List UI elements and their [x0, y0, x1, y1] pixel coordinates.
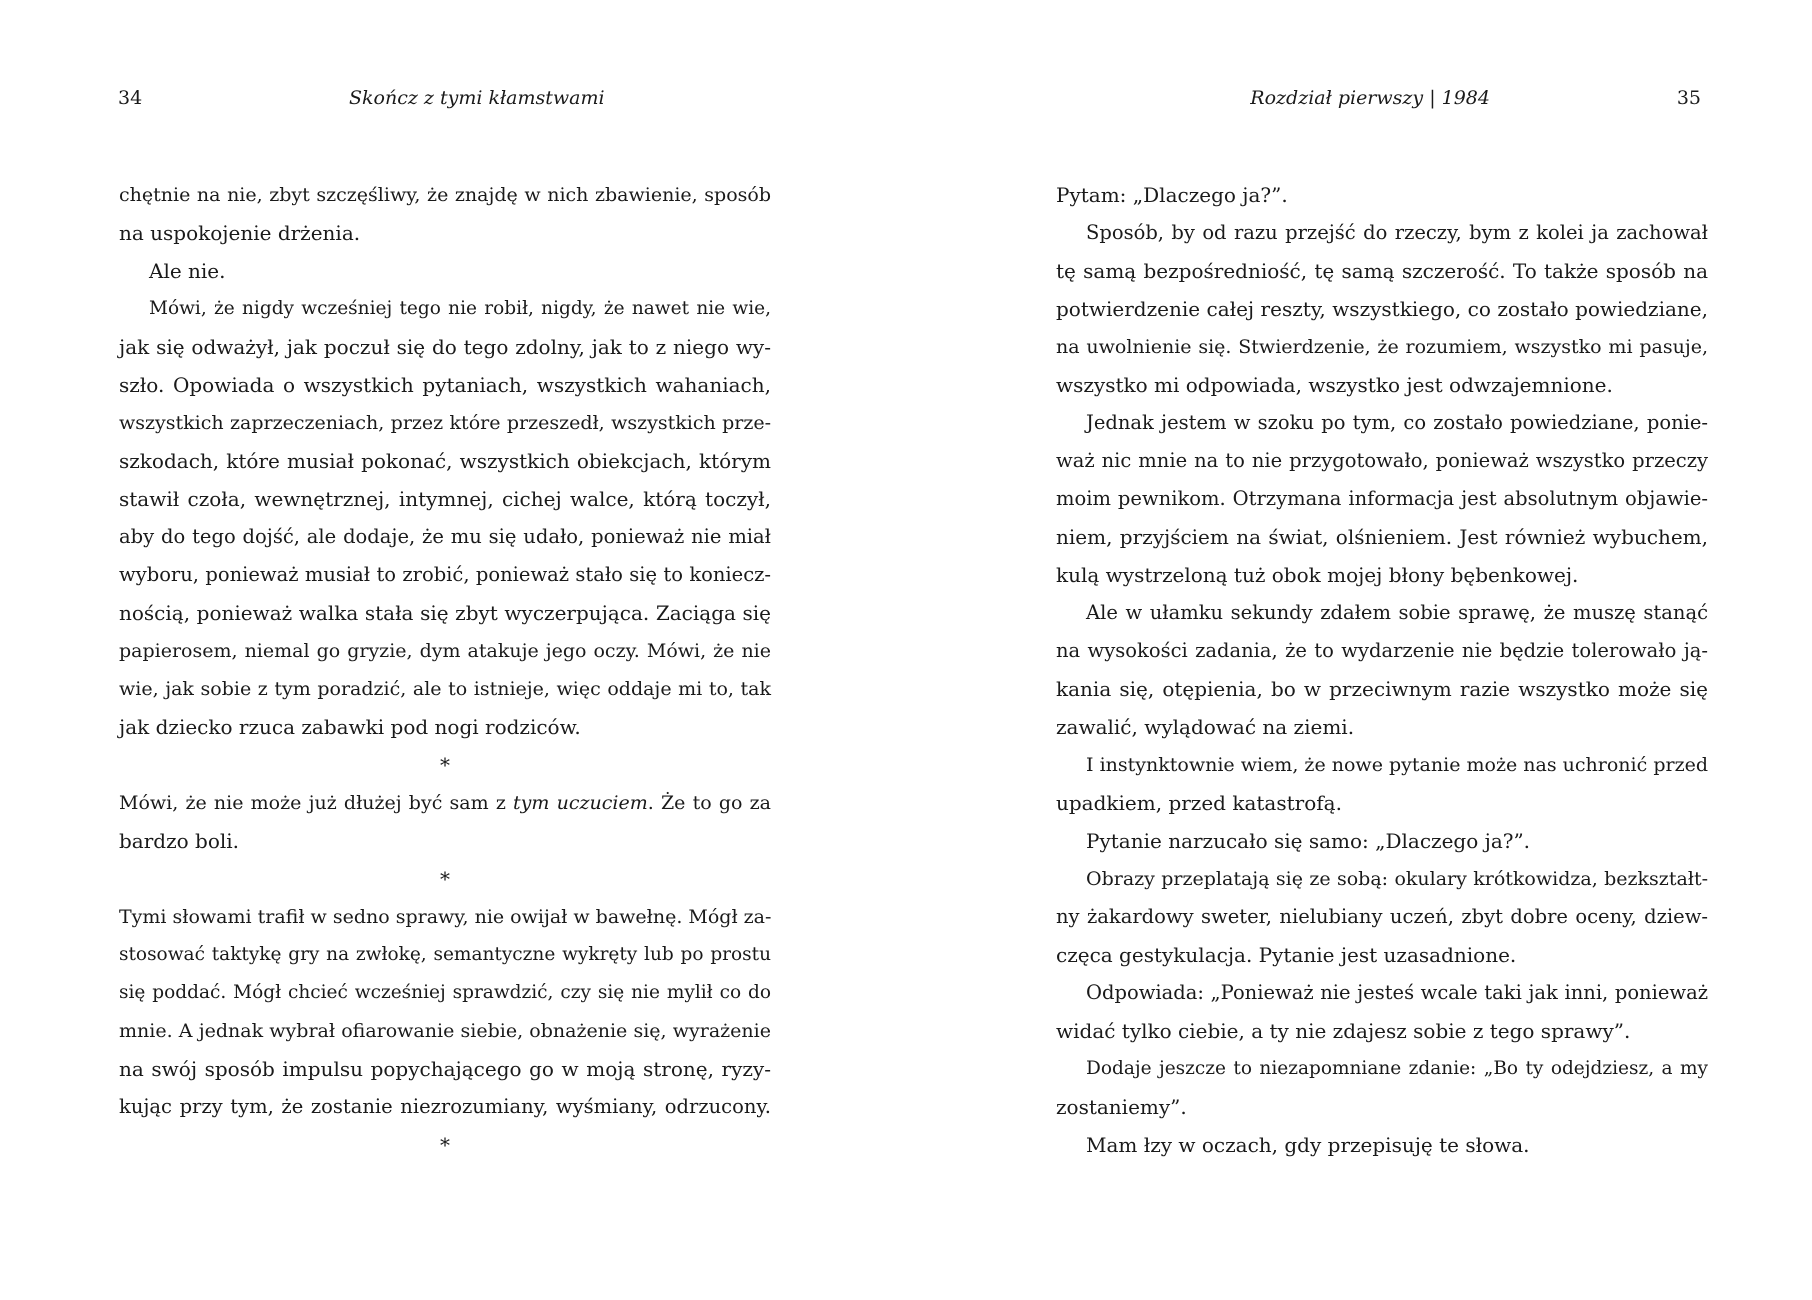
text-line: mnie. A jednak wybrał ofiarowanie siebie, obnażenie się, wyrażenie [119, 1020, 771, 1042]
text-line: Obrazy przeplatają się ze sobą: okulary krótkowidza, bezkształt- [1086, 868, 1708, 890]
text-line: Ale nie. [149, 259, 226, 283]
running-head: Skończ z tymi kłamstwami [349, 87, 605, 109]
body-text [1056, 176, 1708, 1164]
text-line: zostaniemy”. [1056, 1095, 1187, 1119]
section-separator: * [440, 1133, 450, 1157]
text-line: Odpowiada: „Ponieważ nie jesteś wcale taki jak inni, ponieważ [1086, 981, 1708, 1004]
text-line: na wysokości zadania, że to wydarzenie nie będzie tolerowało ją- [1056, 639, 1708, 662]
page-number: 35 [1676, 87, 1701, 109]
text-line: waż nic mnie na to nie przygotowało, ponieważ wszystko przeczy [1056, 449, 1708, 472]
text-line: wszystkich zaprzeczeniach, przez które przeszedł, wszystkich prze- [119, 412, 771, 434]
text-line: ny żakardowy sweter, nielubiany uczeń, zbyt dobre oceny, dziew- [1056, 905, 1708, 928]
text-line: Mówi, że nigdy wcześniej tego nie robił, nigdy, że nawet nie wie, [149, 298, 771, 319]
text-line: aby do tego dojść, ale dodaje, że mu się udało, ponieważ nie miał [119, 525, 771, 548]
text-line: wszystko mi odpowiada, wszystko jest odwzajemnione. [1056, 373, 1613, 397]
text-line: wyboru, ponieważ musiał to zrobić, ponieważ stało się to koniecz- [119, 563, 771, 586]
section-separator: * [440, 867, 450, 891]
right-page [906, 0, 1812, 1300]
text-line: zawalić, wylądować na ziemi. [1056, 715, 1355, 739]
text-line: Sposób, by od razu przejść do rzeczy, bym z kolei ja zachował [1086, 221, 1708, 244]
text-line: Pytam: „Dlaczego ja?”. [1056, 183, 1288, 207]
text-line: kulą wystrzeloną tuż obok mojej błony bębenkowej. [1056, 563, 1579, 587]
text-line: na swój sposób impulsu popychającego go w moją stronę, ryzy- [119, 1057, 771, 1081]
text-line: I instynktownie wiem, że nowe pytanie może nas uchronić przed [1086, 754, 1708, 776]
text-line: jak się odważył, jak poczuł się do tego zdolny, jak to z niego wy- [119, 335, 771, 359]
text-line: papierosem, niemal go gryzie, dym atakuje jego oczy. Mówi, że nie [119, 640, 771, 662]
text-line: Ale w ułamku sekundy zdałem sobie sprawę, że muszę stanąć [1086, 601, 1708, 624]
text-line: chętnie na nie, zbyt szczęśliwy, że znajdę w nich zbawienie, sposób [119, 184, 771, 206]
text-line: częca gestykulacja. Pytanie jest uzasadnione. [1056, 943, 1517, 967]
page-number: 34 [118, 87, 143, 109]
text-line: Jednak jestem w szoku po tym, co zostało powiedziane, ponie- [1086, 411, 1708, 434]
text-line: kując przy tym, że zostanie niezrozumiany, wyśmiany, odrzucony. [119, 1095, 771, 1118]
running-head: Rozdział pierwszy | 1984 [1250, 87, 1490, 109]
body-text [119, 176, 771, 1164]
text-line: na uwolnienie się. Stwierdzenie, że rozumiem, wszystko mi pasuje, [1056, 336, 1708, 358]
text-line: Pytanie narzucało się samo: „Dlaczego ja?”. [1086, 829, 1531, 853]
text-line: Tymi słowami trafił w sedno sprawy, nie owijał w bawełnę. Mógł za- [119, 906, 772, 928]
text-line: niem, przyjściem na świat, olśnieniem. Jest również wybuchem, [1056, 525, 1708, 549]
text-line: upadkiem, przed katastrofą. [1056, 791, 1342, 815]
text-line: widać tylko ciebie, a ty nie zdajesz sobie z tego sprawy”. [1056, 1019, 1631, 1043]
text-line: szkodach, które musiał pokonać, wszystkich obiekcjach, którym [119, 449, 771, 473]
text-line: stosować taktykę gry na zwłokę, semantyczne wykręty lub po prostu [119, 944, 771, 965]
text-run: Mówi, że nie może już dłużej być sam z [119, 792, 514, 814]
italic-run: tym uczuciem [513, 792, 648, 814]
text-line: Dodaje jeszcze to niezapomniane zdanie: „Bo ty odejdziesz, a my [1086, 1058, 1708, 1079]
text-line: wie, jak sobie z tym poradzić, ale to istnieje, więc oddaje mi to, tak [119, 678, 771, 700]
text-line: Mam łzy w oczach, gdy przepisuję te słowa. [1086, 1133, 1530, 1157]
text-line: nością, ponieważ walka stała się zbyt wyczerpująca. Zaciąga się [119, 601, 771, 625]
text-line: jak dziecko rzuca zabawki pod nogi rodziców. [119, 715, 581, 739]
text-line [119, 784, 771, 822]
text-line: moim pewnikom. Otrzymana informacja jest absolutnym objawie- [1056, 487, 1708, 510]
section-separator: * [440, 753, 450, 777]
text-line: kania się, otępienia, bo w przeciwnym razie wszystko może się [1056, 677, 1708, 701]
text-line: stawił czoła, wewnętrznej, intymnej, cichej walce, którą toczył, [119, 487, 771, 511]
text-line: bardzo boli. [119, 829, 240, 853]
text-run: . Że to go za [647, 792, 771, 814]
text-line: na uspokojenie drżenia. [119, 221, 361, 245]
text-line: się poddać. Mógł chcieć wcześniej sprawdzić, czy się nie mylił co do [119, 982, 771, 1003]
text-line: potwierdzenie całej reszty, wszystkiego, co zostało powiedziane, [1056, 297, 1708, 321]
text-line: szło. Opowiada o wszystkich pytaniach, wszystkich wahaniach, [119, 373, 771, 397]
text-line: tę samą bezpośredniość, tę samą szczerość. To także sposób na [1056, 259, 1708, 283]
